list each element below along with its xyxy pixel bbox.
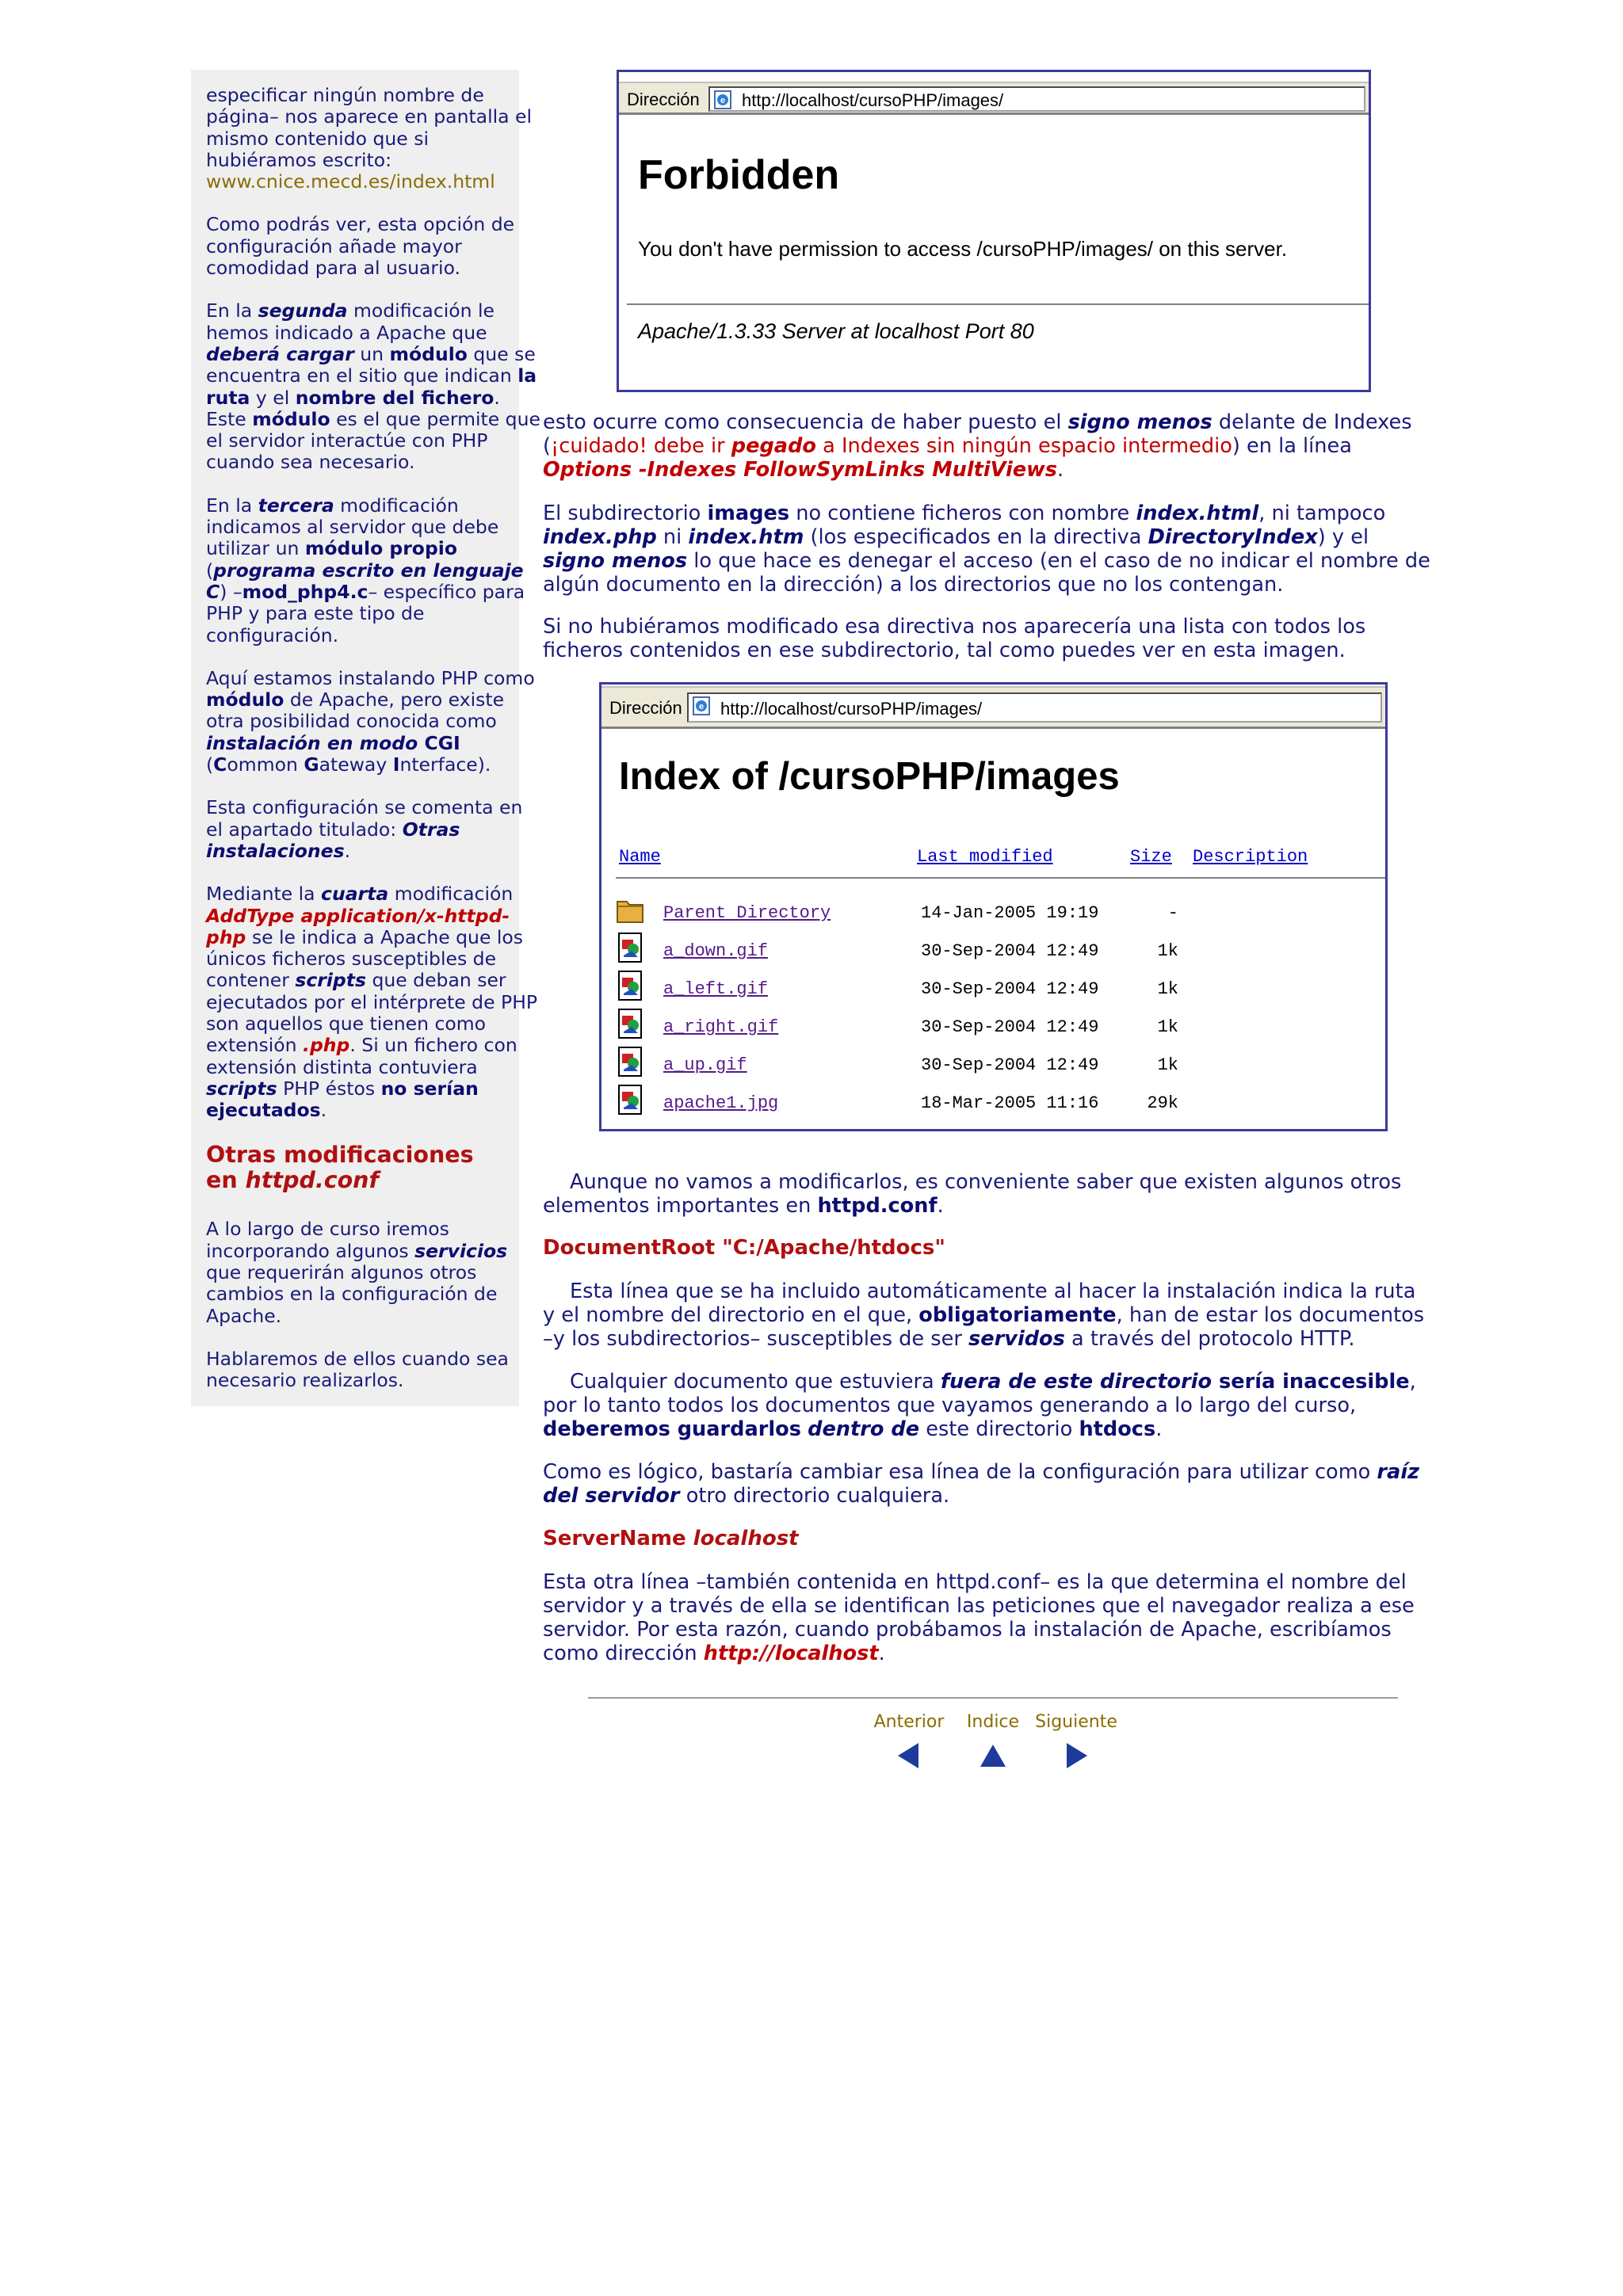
address-field	[708, 86, 1365, 112]
divider	[627, 303, 1369, 306]
file-row	[616, 970, 1385, 1005]
sidebar-paragraph-8: A lo largo de curso iremos incorporando algunos servicios que requerirán algunos otros cambios en la configuración de Apache.	[206, 1218, 508, 1327]
forbidden-title: Forbidden	[638, 152, 840, 198]
sidebar-heading: Otras modificaciones en httpd.conf	[206, 1142, 474, 1194]
forbidden-message: You don't have permission to access /cursoPHP/images/ on this server.	[638, 237, 1288, 261]
otras-instalaciones-link[interactable]: Otras instalaciones	[206, 818, 460, 862]
column-header-size[interactable]: Size	[1130, 847, 1172, 867]
folder-icon	[616, 894, 644, 927]
main-paragraph-1: esto ocurre como consecuencia de haber puesto el signo menos delante de Indexes (¡cuidado! debe ir pegado a Indexes sin ningún espacio intermedio) en la línea Options -Indexes FollowSymLinks MultiViews.	[543, 410, 1412, 482]
address-url: http://localhost/cursoPHP/images/	[720, 699, 983, 719]
divider	[616, 877, 1385, 879]
index-screenshot	[599, 682, 1388, 1131]
file-size: 1k	[1157, 1017, 1178, 1037]
file-link[interactable]: apache1.jpg	[663, 1093, 779, 1113]
sidebar-paragraph-4: En la tercera modificación indicamos al servidor que debe utilizar un módulo propio (programa escrito en lenguaje C) –mod_php4.c– específico para PHP y para este tipo de configuración.	[206, 494, 525, 646]
servername-heading: ServerName localhost	[543, 1527, 799, 1550]
address-bar	[601, 686, 1385, 729]
ie-page-icon	[692, 696, 712, 715]
sidebar-paragraph-6: Esta configuración se comenta en el apartado titulado: Otras instalaciones.	[206, 796, 523, 862]
ie-page-icon	[713, 90, 734, 109]
file-link[interactable]: a_left.gif	[663, 979, 769, 999]
docroot-heading: DocumentRoot "C:/Apache/htdocs"	[543, 1236, 945, 1260]
main-paragraph-8: Esta otra línea –también contenida en httpd.conf– es la que determina el nombre del servidor y a través de ella se identifican las peticiones que el navegador realiza a ese servidor. Por esta razón, cuando probábamos la instalación de Apache, escribíamos como dirección http://localhost.	[543, 1570, 1415, 1665]
sidebar-paragraph-1: especificar ningún nombre de página– nos aparece en pantalla el mismo contenido que si hubiéramos escrito: www.cnice.mecd.es/index.html	[206, 84, 532, 193]
column-header-modified[interactable]: Last modified	[917, 847, 1053, 867]
file-size: -	[1167, 903, 1178, 923]
index-title: Index of /cursoPHP/images	[619, 755, 1120, 798]
file-size: 1k	[1157, 941, 1178, 961]
file-link[interactable]: a_down.gif	[663, 941, 769, 961]
nav-previous[interactable]	[865, 1712, 953, 1770]
file-modified: 30-Sep-2004 12:49	[921, 979, 1099, 999]
address-field	[687, 692, 1382, 723]
file-modified: 30-Sep-2004 12:49	[921, 1017, 1099, 1037]
main-paragraph-6: Cualquier documento que estuviera fuera de este directorio sería inaccesible, por lo tanto todos los documentos que vayamos generando a lo largo del curso, deberemos guardarlos dentro de este directorio htdocs.	[543, 1370, 1416, 1441]
forbidden-screenshot	[617, 70, 1371, 392]
arrow-right-icon[interactable]	[1062, 1741, 1090, 1770]
file-row	[616, 1008, 1385, 1043]
file-row	[616, 1084, 1385, 1119]
sidebar-paragraph-5: Aquí estamos instalando PHP como módulo de Apache, pero existe otra posibilidad conocida como instalación en modo CGI (Common Gateway Interface).	[206, 666, 535, 776]
footer-divider	[588, 1697, 1398, 1699]
image-file-icon	[616, 970, 644, 1003]
nav-index-label[interactable]: Indice	[966, 1712, 1020, 1732]
file-modified: 18-Mar-2005 11:16	[921, 1093, 1099, 1113]
address-label: Dirección	[627, 90, 700, 109]
nav-index[interactable]	[949, 1712, 1037, 1770]
file-row	[616, 932, 1385, 967]
svg-text:e: e	[698, 702, 705, 711]
file-modified: 30-Sep-2004 12:49	[921, 941, 1099, 961]
image-file-icon	[616, 1046, 644, 1079]
main-paragraph-2: El subdirectorio images no contiene ficheros con nombre index.html, ni tampoco index.php ni index.htm (los especificados en la directiva DirectoryIndex) y el signo menos lo que hace es denegar el acceso (en el caso de no indicar el nombre de algún documento en la dirección) a los directorios que no los contengan.	[543, 502, 1430, 597]
main-paragraph-3: Si no hubiéramos modificado esa directiva nos aparecería una lista con todos los ficheros contenidos en ese subdirectorio, tal como puedes ver en esta imagen.	[543, 615, 1366, 662]
nav-next[interactable]	[1033, 1712, 1120, 1770]
file-row	[616, 1046, 1385, 1081]
nav-next-label[interactable]: Siguiente	[1035, 1712, 1117, 1732]
server-signature: Apache/1.3.33 Server at localhost Port 80	[638, 319, 1034, 343]
arrow-left-icon[interactable]	[895, 1741, 923, 1770]
main-paragraph-4: Aunque no vamos a modificarlos, es conveniente saber que existen algunos otros elementos importantes en httpd.conf.	[543, 1170, 1402, 1218]
file-link[interactable]: Parent Directory	[663, 903, 831, 923]
cnice-link[interactable]: www.cnice.mecd.es/index.html	[206, 170, 495, 193]
file-size: 1k	[1157, 979, 1178, 999]
sidebar-paragraph-7: Mediante la cuarta modificación AddType application/x-httpd-php se le indica a Apache que los únicos ficheros susceptibles de contener scripts que deban ser ejecutados por el intérprete de PHP son aquellos que tienen como extensión .php. Si un fichero con extensión distinta contuviera scripts PHP éstos no serían ejecutados.	[206, 883, 538, 1122]
file-size: 29k	[1147, 1093, 1178, 1113]
column-header-description[interactable]: Description	[1193, 847, 1308, 867]
address-label: Dirección	[609, 698, 682, 718]
image-file-icon	[616, 932, 644, 965]
column-header-name[interactable]: Name	[619, 847, 661, 867]
sidebar-paragraph-3: En la segunda modificación le hemos indicado a Apache que deberá cargar un módulo que se encuentra en el sitio que indican la ruta y el nombre del fichero. Este módulo es el que permite que el servidor interactúe con PHP cuando sea necesario.	[206, 299, 540, 474]
main-paragraph-7: Como es lógico, bastaría cambiar esa línea de la configuración para utilizar como raíz del servidor otro directorio cualquiera.	[543, 1460, 1419, 1508]
image-file-icon	[616, 1008, 644, 1041]
sidebar	[191, 70, 540, 1406]
address-url: http://localhost/cursoPHP/images/	[742, 90, 1004, 110]
main-paragraph-5: Esta línea que se ha incluido automáticamente al hacer la instalación indica la ruta y el nombre del directorio en el que, obligatoriamente, han de estar los documentos –y los subdirectorios– susceptibles de ser servidos a través del protocolo HTTP.	[543, 1280, 1425, 1351]
image-file-icon	[616, 1084, 644, 1117]
svg-text:e: e	[720, 96, 726, 105]
nav-previous-label[interactable]: Anterior	[873, 1712, 945, 1732]
file-size: 1k	[1157, 1055, 1178, 1075]
sidebar-paragraph-2: Como podrás ver, esta opción de configuración añade mayor comodidad para al usuario.	[206, 213, 515, 280]
file-modified: 14-Jan-2005 19:19	[921, 903, 1099, 923]
file-link[interactable]: a_right.gif	[663, 1017, 779, 1037]
file-modified: 30-Sep-2004 12:49	[921, 1055, 1099, 1075]
arrow-up-icon[interactable]	[979, 1741, 1007, 1770]
address-bar	[619, 82, 1369, 115]
file-link[interactable]: a_up.gif	[663, 1055, 747, 1075]
sidebar-paragraph-9: Hablaremos de ellos cuando sea necesario realizarlos.	[206, 1347, 509, 1392]
file-row	[616, 894, 1385, 929]
